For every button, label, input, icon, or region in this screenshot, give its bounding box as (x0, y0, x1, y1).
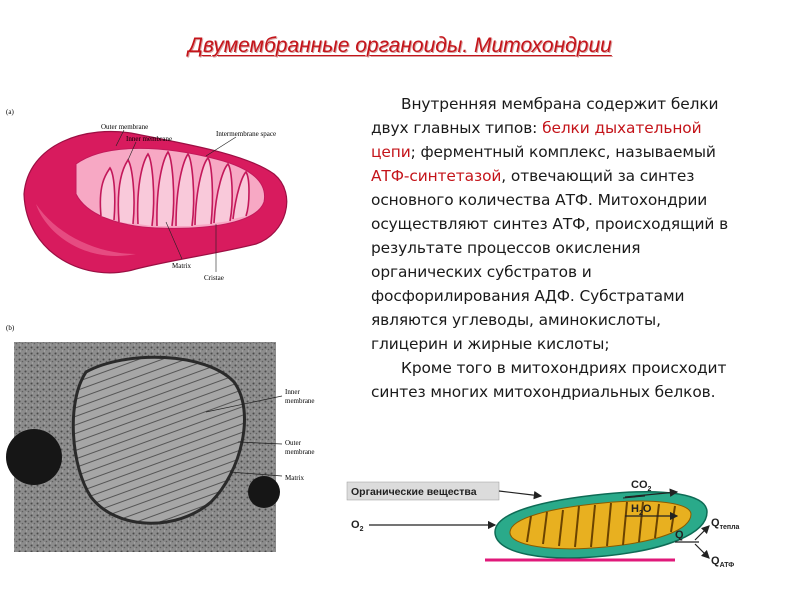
label-outer-membrane-b-1: Outer (285, 439, 301, 447)
input-label-organic: Органические вещества (351, 486, 477, 498)
arrow-q-atp (695, 544, 709, 558)
arrow-organic (499, 491, 541, 496)
paragraph-1 (371, 92, 731, 356)
label-inner-membrane: Inner membrane (126, 135, 173, 143)
dark-granule-left (6, 429, 62, 485)
panel-label-a: (a) (6, 108, 14, 116)
label-h2o: $H_2O$ (631, 503, 652, 517)
highlight-atp-synthase: АТФ-синтетазой (371, 167, 502, 185)
highlight-respiratory-chain: белки дыхательной цепи (371, 119, 702, 161)
metabolism-scheme-c (345, 472, 745, 572)
label-q-atp: $Q_{АТФ}$ (711, 555, 735, 569)
label-q: Q (675, 529, 684, 541)
label-cristae: Cristae (204, 274, 224, 282)
label-outer-membrane: Outer membrane (101, 123, 149, 131)
electron-micrograph-b (6, 322, 330, 554)
label-matrix-a: Matrix (172, 262, 192, 270)
label-inner-membrane-b-1: Inner (285, 388, 300, 396)
description-text (371, 92, 731, 404)
dark-granule-right (248, 476, 280, 508)
mitochondrion-diagram-a (6, 104, 316, 304)
label-co2: $CO_2$ (631, 479, 652, 493)
label-inner-membrane-b-2: membrane (285, 397, 315, 405)
label-outer-membrane-b-2: membrane (285, 448, 315, 456)
paragraph-1-part-2: ; ферментный комплекс, называемый (410, 143, 716, 161)
paragraph-2: Кроме того в митохондриях происходит синтез многих митохондриальных белков. (371, 359, 727, 401)
page-title: Двумембранные органоиды. Митохондрии (188, 34, 612, 57)
label-matrix-b: Matrix (285, 474, 305, 482)
panel-label-b: (b) (6, 324, 15, 332)
paragraph-1-part-3: , отвечающий за синтез основного количества АТФ. Митохондрии осуществляют синтез АТФ, происходящий в результате процессов окисления органических субстратов и фосфорилирования АДФ. Субстратами являются углеводы, аминокислоты, глицерин и жирные кислоты; (371, 167, 729, 353)
label-intermembrane-space: Intermembrane space (216, 130, 277, 138)
paragraph-1-part-1: Внутренняя мембрана содержит белки двух главных типов: (371, 95, 719, 137)
label-o2: $O_2$ (351, 519, 364, 533)
label-q-heat: $Q_{тепла}$ (711, 517, 740, 531)
